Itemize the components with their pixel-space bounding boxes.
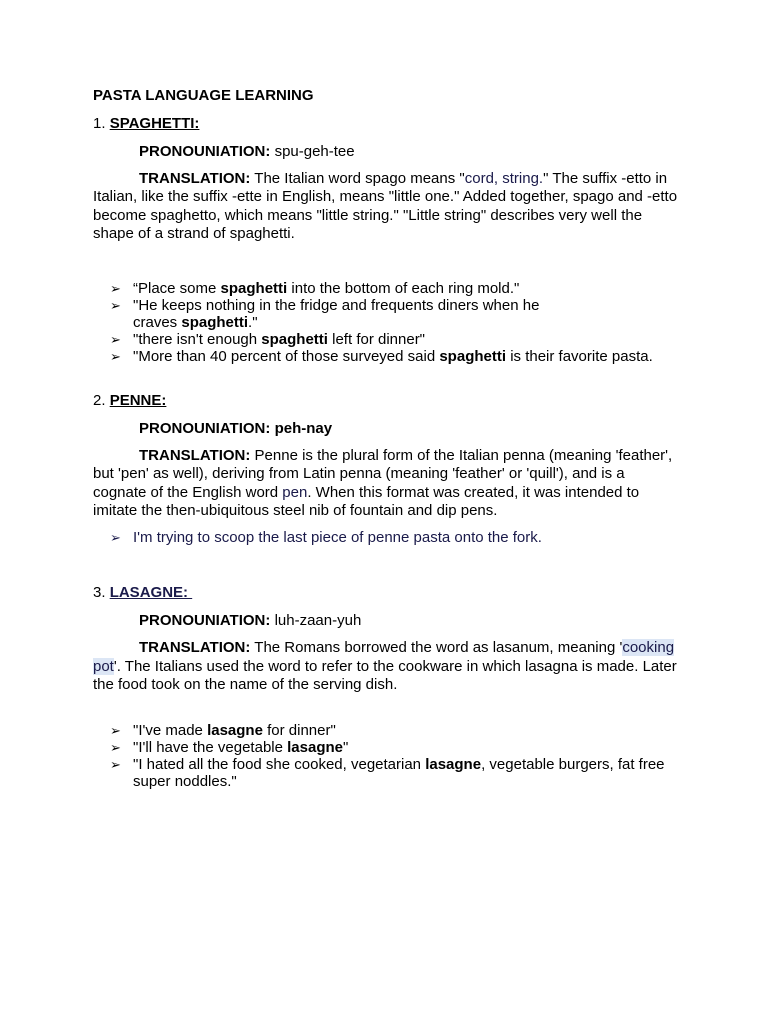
- section-name: SPAGHETTI:: [109, 115, 200, 132]
- arrow-bullet-icon: ➢: [110, 281, 121, 297]
- example-text: , vegetable burgers, fat free super noddles.": [133, 756, 665, 791]
- translation-text: The Romans borrowed the word as lasanum, meaning ': [254, 639, 623, 657]
- example-text: I'm trying to scoop the last piece of penne pasta onto the fork.: [133, 529, 542, 547]
- example-text: ": [343, 739, 349, 757]
- example-text: "More than 40 percent of those surveyed said: [133, 348, 440, 366]
- list-item: [93, 331, 678, 348]
- document-title: PASTA LANGUAGE LEARNING: [93, 87, 314, 104]
- section-number: 3.: [93, 584, 106, 602]
- pronunciation-spaghetti: [93, 142, 678, 161]
- arrow-bullet-icon: ➢: [110, 332, 121, 348]
- translation-label: TRANSLATION:: [139, 170, 251, 187]
- section-name: LASAGNE:: [109, 584, 193, 602]
- example-keyword: spaghetti: [261, 331, 328, 349]
- arrow-bullet-icon: ➢: [110, 298, 121, 314]
- example-text: "He keeps nothing in the fridge and frequents diners when he craves: [133, 297, 540, 332]
- example-text: "I hated all the food she cooked, vegetarian: [133, 756, 426, 774]
- example-text: left for dinner": [327, 331, 426, 349]
- list-item: [93, 756, 678, 790]
- arrow-bullet-icon: ➢: [110, 349, 121, 365]
- example-keyword: spaghetti: [439, 348, 507, 366]
- translation-label: TRANSLATION:: [139, 639, 251, 657]
- list-item: [93, 722, 678, 739]
- example-text: for dinner": [262, 722, 336, 740]
- example-text: “Place some: [133, 280, 221, 298]
- example-text: .": [248, 314, 258, 332]
- translation-spaghetti: [93, 170, 678, 243]
- example-text: is their favorite pasta.: [506, 348, 653, 366]
- examples-lasagne: [93, 722, 678, 790]
- example-keyword: lasagne: [207, 722, 263, 740]
- list-item: [93, 739, 678, 756]
- pronunciation-value: luh-zaan-yuh: [274, 612, 362, 630]
- document-page: [93, 86, 678, 790]
- translation-highlight: cooking pot: [93, 639, 675, 675]
- arrow-bullet-icon: ➢: [110, 723, 121, 739]
- example-text: into the bottom of each ring mold.": [287, 280, 520, 298]
- translation-text: '. The Italians used the word to refer to the cookware in which lasagna is made. Later the food took on the name of the serving dish.: [93, 657, 677, 693]
- example-keyword: spaghetti: [220, 280, 288, 298]
- list-item: [93, 348, 678, 365]
- translation-lasagne: [93, 639, 678, 694]
- pronunciation-value: spu-geh-tee: [274, 143, 355, 160]
- section-name: PENNE:: [109, 392, 167, 410]
- translation-highlight: cord, string.: [464, 170, 544, 187]
- section-heading-penne: [93, 391, 678, 410]
- translation-text: Penne is the plural form of the Italian penna (meaning 'feather', but 'pen' as well), deriving from Latin penna (meaning 'feather' or 'quill'), and is a cognate of the English word: [93, 447, 673, 501]
- arrow-bullet-icon: ➢: [110, 757, 121, 773]
- section-number: 2.: [93, 392, 106, 410]
- example-text: "there isn't enough: [133, 331, 262, 349]
- example-keyword: lasagne: [287, 739, 343, 757]
- example-keyword: spaghetti: [181, 314, 249, 332]
- translation-label: TRANSLATION:: [139, 447, 251, 465]
- example-text: "I'll have the vegetable: [133, 739, 288, 757]
- list-item: [93, 529, 678, 546]
- examples-spaghetti: [93, 280, 678, 365]
- translation-text: " The suffix -etto in Italian, like the suffix -ette in English, means "little one." Added together, spago and -etto become spaghetto, which means "little string." "Little string" describes very well the shape of a strand of spaghetti.: [93, 170, 678, 242]
- list-item: [93, 297, 678, 331]
- translation-penne: [93, 447, 678, 520]
- section-number: 1.: [93, 115, 106, 132]
- translation-highlight: pen: [282, 483, 308, 501]
- pronunciation-label: PRONOUNIATION:: [139, 420, 271, 438]
- examples-penne: [93, 529, 678, 546]
- arrow-bullet-icon: ➢: [110, 530, 121, 546]
- example-keyword: lasagne: [425, 756, 482, 774]
- translation-text: . When this format was created, it was intended to imitate the then-ubiquitous steel nib of fountain and dip pens.: [93, 483, 640, 520]
- list-item: [93, 280, 678, 297]
- pronunciation-lasagne: [93, 611, 678, 630]
- pronunciation-label: PRONOUNIATION:: [139, 143, 271, 160]
- translation-text: The Italian word spago means ": [254, 170, 465, 187]
- pronunciation-label: PRONOUNIATION:: [139, 612, 271, 630]
- pronunciation-value: peh-nay: [274, 420, 333, 438]
- arrow-bullet-icon: ➢: [110, 740, 121, 756]
- section-heading-lasagne: [93, 583, 678, 602]
- example-text: "I've made: [133, 722, 208, 740]
- section-heading-spaghetti: [93, 114, 678, 133]
- pronunciation-penne: [93, 419, 678, 438]
